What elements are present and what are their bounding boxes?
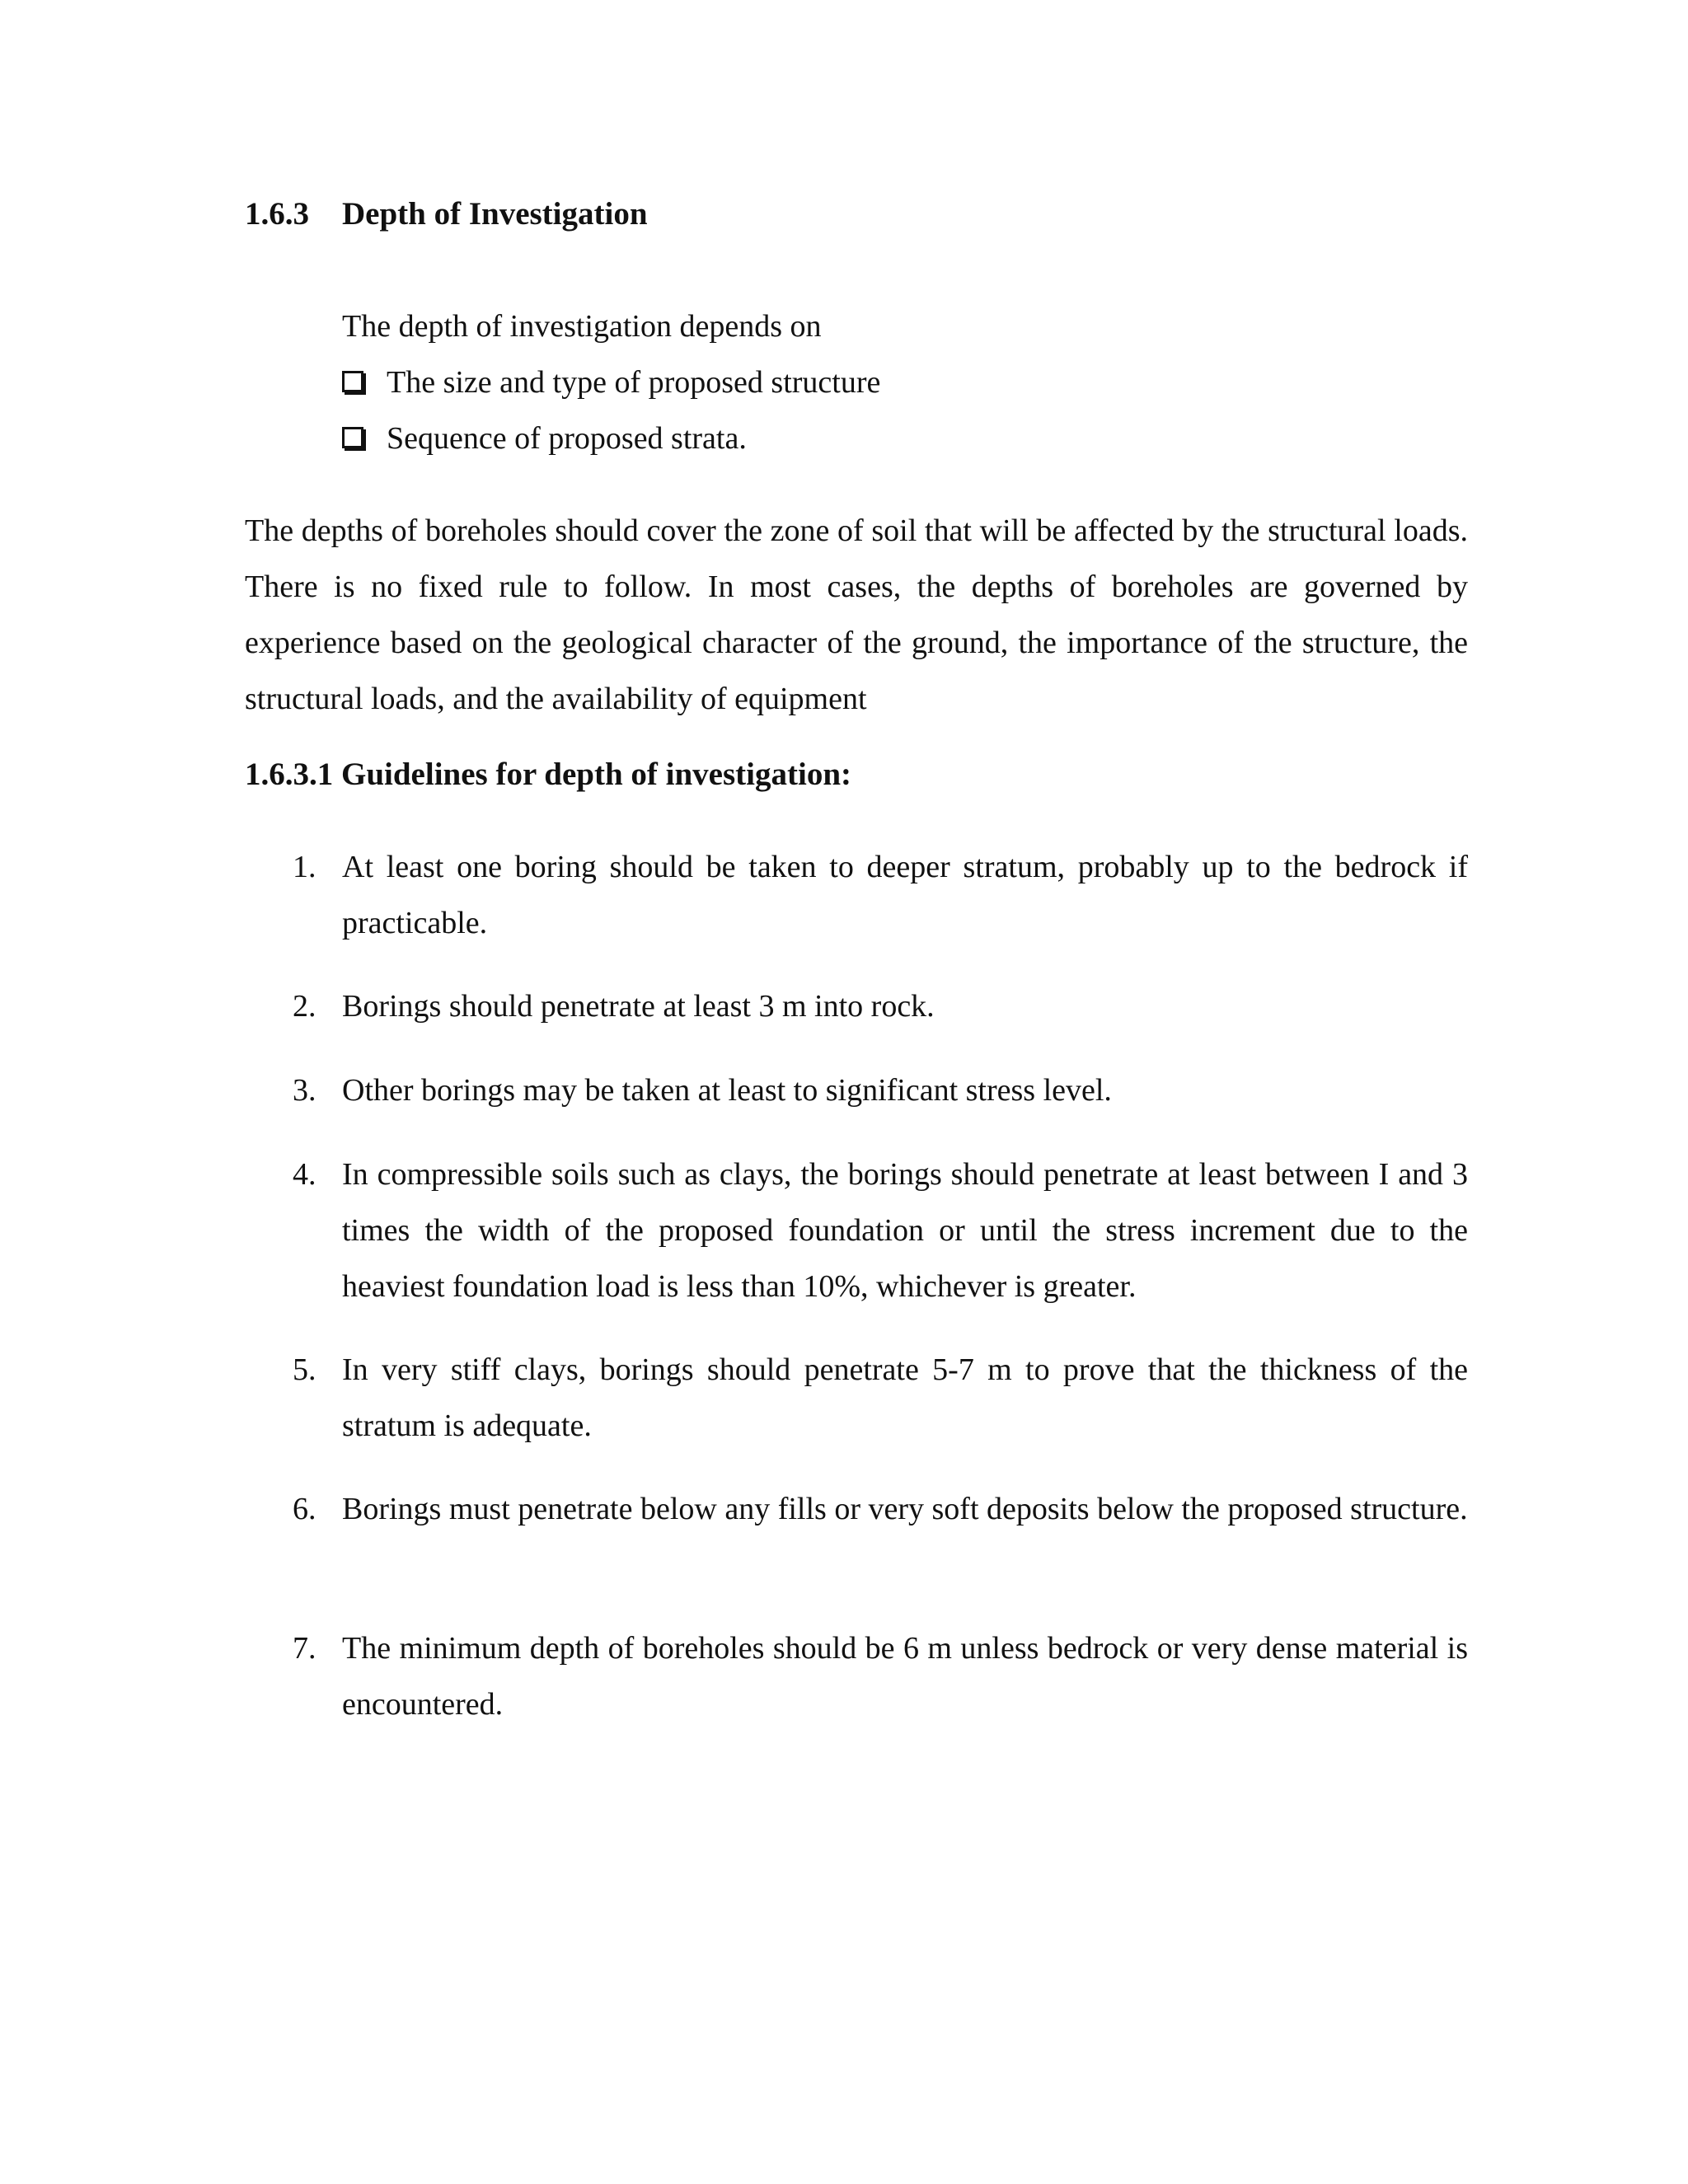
- guideline-number: 4.: [293, 1157, 316, 1192]
- list-item-text: The size and type of proposed structure: [387, 365, 881, 400]
- depends-on-list: [342, 363, 880, 475]
- checkbox-bullet-icon: [342, 371, 363, 392]
- guideline-number: 5.: [293, 1352, 316, 1387]
- guideline-text: Other borings may be taken at least to significant stress level.: [342, 1073, 1112, 1108]
- section-title: Depth of Investigation: [342, 196, 648, 232]
- guideline-number: 3.: [293, 1073, 316, 1108]
- section-heading: [245, 194, 648, 234]
- intro-text: The depth of investigation depends on: [342, 309, 822, 344]
- guideline-number: 6.: [293, 1492, 316, 1526]
- guideline-text: Borings must penetrate below any fills or very soft deposits below the proposed structure.: [342, 1492, 1468, 1526]
- list-item-text: Sequence of proposed strata.: [387, 421, 747, 456]
- guideline-text: At least one boring should be taken to deeper stratum, probably up to the bedrock if practicable.: [342, 850, 1468, 940]
- guideline-number: 2.: [293, 989, 316, 1024]
- guideline-text: In very stiff clays, borings should penetrate 5-7 m to prove that the thickness of the stratum is adequate.: [342, 1352, 1468, 1443]
- guideline-text: In compressible soils such as clays, the borings should penetrate at least between I and 3 times the width of the proposed foundation or until the stress increment due to the heaviest foundation load is less than 10%, whichever is greater.: [342, 1157, 1468, 1304]
- guideline-number: 1.: [293, 850, 316, 884]
- list-item: [342, 363, 880, 419]
- guideline-text: The minimum depth of boreholes should be 6 m unless bedrock or very dense material is encountered.: [342, 1631, 1468, 1722]
- guideline-number: 7.: [293, 1631, 316, 1666]
- guideline-text: Borings should penetrate at least 3 m into rock.: [342, 989, 935, 1024]
- checkbox-bullet-icon: [342, 427, 363, 448]
- list-item: [342, 419, 880, 475]
- body-paragraph: The depths of boreholes should cover the zone of soil that will be affected by the structural loads. There is no fixed rule to follow. In most cases, the depths of boreholes are governed by experience based on the geological character of the ground, the importance of the structure, the structural loads, and the availability of equipment: [245, 513, 1468, 716]
- section-number: 1.6.3: [245, 196, 309, 232]
- subsection-heading: 1.6.3.1 Guidelines for depth of investigation:: [245, 757, 851, 792]
